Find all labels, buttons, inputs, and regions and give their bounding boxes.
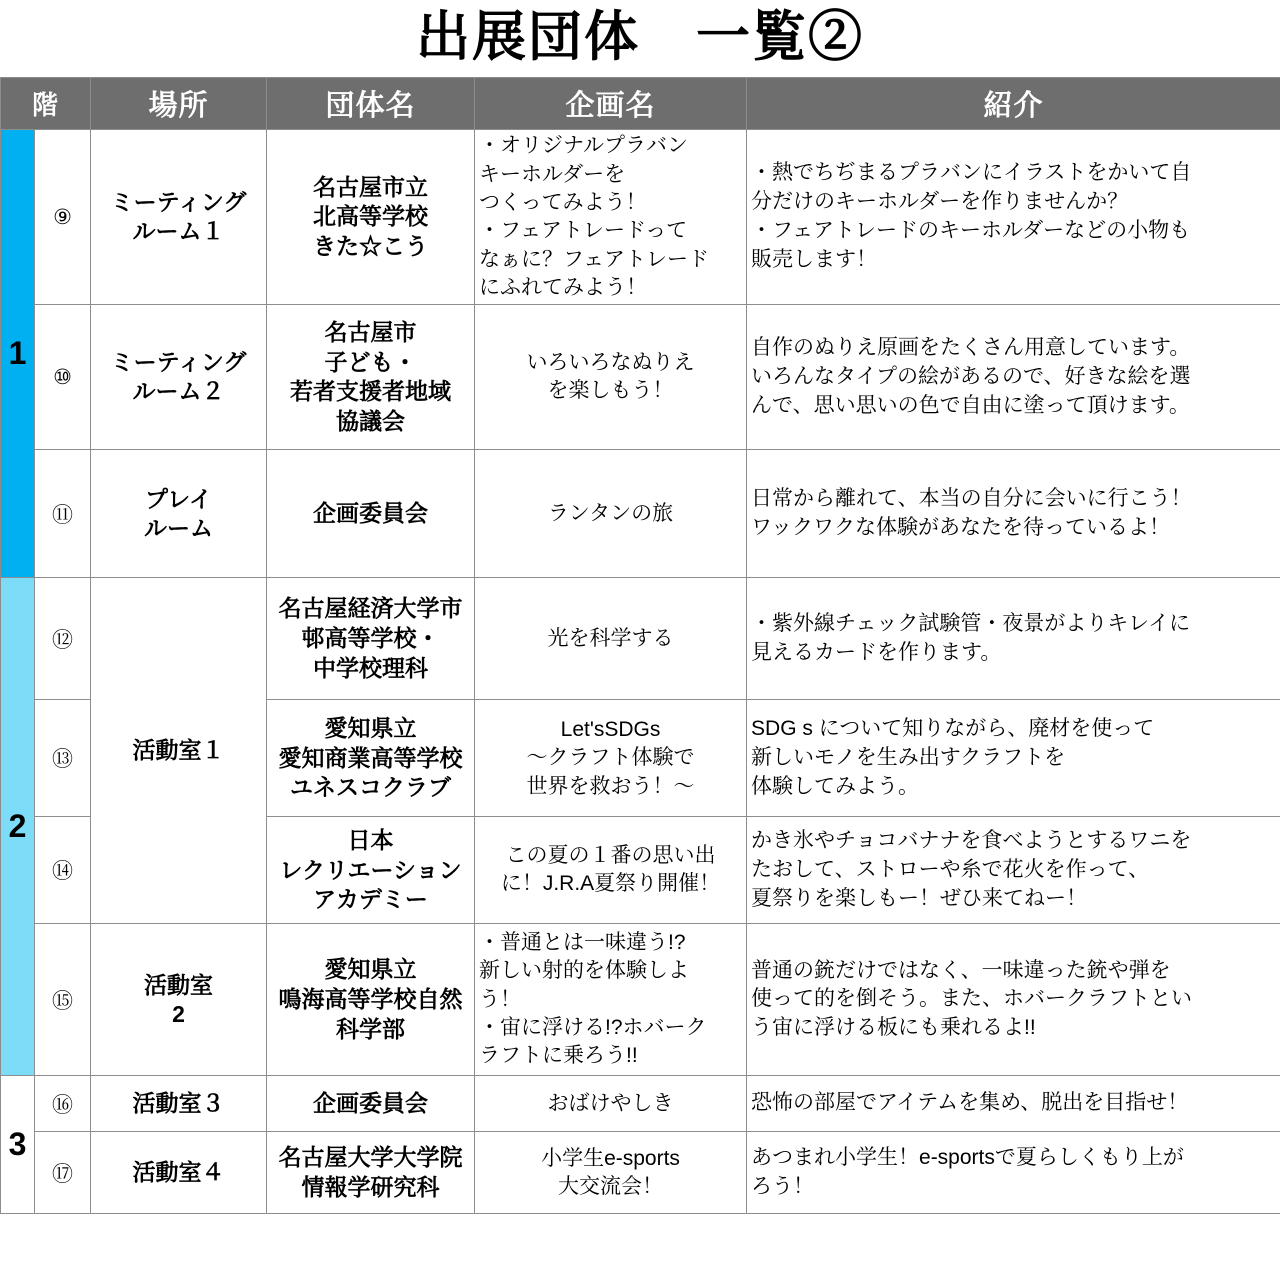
row-place: ミーティング ルーム１ — [91, 130, 267, 305]
row-group: 愛知県立 愛知商業高等学校 ユネスコクラブ — [267, 700, 475, 817]
row-description: あつまれ小学生！e-sportsで夏らしくもり上が ろう！ — [747, 1132, 1280, 1214]
row-number: ⑮ — [35, 924, 91, 1076]
table-header-row — [1, 78, 1280, 130]
row-plan: ・オリジナルプラバン キーホルダーを つくってみよう！ ・フェアトレードって なぁに？フェアトレード にふれてみよう！ — [475, 130, 747, 305]
row-description: かき氷やチョコバナナを食べようとするワニを たおして、ストローや糸で花火を作って、 夏祭りを楽しもー！ぜひ来てねー！ — [747, 817, 1280, 924]
row-number: ⑰ — [35, 1132, 91, 1214]
row-place: 活動室３ — [91, 1076, 267, 1132]
table-row — [1, 450, 1280, 578]
table-row — [1, 924, 1280, 1076]
row-number: ⑫ — [35, 578, 91, 700]
row-plan: おばけやしき — [475, 1076, 747, 1132]
table-row — [1, 578, 1280, 700]
row-description: 日常から離れて、本当の自分に会いに行こう！ ワックワクな体験があなたを待っているよ！ — [747, 450, 1280, 578]
row-place: ミーティング ルーム２ — [91, 305, 267, 450]
row-place: プレイ ルーム — [91, 450, 267, 578]
row-group: 日本 レクリエーション アカデミー — [267, 817, 475, 924]
row-description: 恐怖の部屋でアイテムを集め、脱出を目指せ！ — [747, 1076, 1280, 1132]
column-header-plan: 企画名 — [475, 78, 747, 130]
column-header-description: 紹介 — [747, 78, 1280, 130]
row-number: ⑩ — [35, 305, 91, 450]
row-number: ⑭ — [35, 817, 91, 924]
row-group: 愛知県立 鳴海高等学校自然 科学部 — [267, 924, 475, 1076]
row-description: 自作のぬりえ原画をたくさん用意しています。 いろんなタイプの絵があるので、好きな絵を選 んで、思い思いの色で自由に塗って頂けます。 — [747, 305, 1280, 450]
table-body — [1, 130, 1280, 1214]
row-plan: Let'sSDGs 〜クラフト体験で 世界を救おう！〜 — [475, 700, 747, 817]
floor-label-3: 3 — [1, 1076, 35, 1214]
column-header-group: 団体名 — [267, 78, 475, 130]
exhibitor-table — [0, 77, 1280, 1214]
row-plan: この夏の１番の思い出 に！J.R.A夏祭り開催！ — [475, 817, 747, 924]
row-number: ⑨ — [35, 130, 91, 305]
row-group: 名古屋経済大学市 邨高等学校・ 中学校理科 — [267, 578, 475, 700]
table-header — [1, 78, 1280, 130]
page-title: 出展団体 一覧② — [416, 7, 864, 67]
row-number: ⑯ — [35, 1076, 91, 1132]
table-row — [1, 1132, 1280, 1214]
row-group: 名古屋大学大学院 情報学研究科 — [267, 1132, 475, 1214]
table-row — [1, 130, 1280, 305]
row-group: 企画委員会 — [267, 450, 475, 578]
floor-label-2: 2 — [1, 578, 35, 1076]
row-place: 活動室 2 — [91, 924, 267, 1076]
row-group: 企画委員会 — [267, 1076, 475, 1132]
row-plan: 光を科学する — [475, 578, 747, 700]
row-plan: ランタンの旅 — [475, 450, 747, 578]
row-number: ⑪ — [35, 450, 91, 578]
row-description: ・熱でちぢまるプラバンにイラストをかいて自 分だけのキーホルダーを作りませんか？ ・フェアトレードのキーホルダーなどの小物も 販売します！ — [747, 130, 1280, 305]
row-group: 名古屋市立 北高等学校 きた☆こう — [267, 130, 475, 305]
row-place: 活動室４ — [91, 1132, 267, 1214]
row-plan: 小学生e-sports 大交流会！ — [475, 1132, 747, 1214]
row-number: ⑬ — [35, 700, 91, 817]
column-header-floor: 階 — [1, 78, 91, 130]
table-row — [1, 305, 1280, 450]
row-description: ・紫外線チェック試験管・夜景がよりキレイに 見えるカードを作ります。 — [747, 578, 1280, 700]
row-group: 名古屋市 子ども・ 若者支援者地域 協議会 — [267, 305, 475, 450]
row-description: 普通の銃だけではなく、一味違った銃や弾を 使って的を倒そう。また、ホバークラフトとい う宙に浮ける板にも乗れるよ!! — [747, 924, 1280, 1076]
floor-label-1: 1 — [1, 130, 35, 578]
table-row — [1, 1076, 1280, 1132]
row-place: 活動室１ — [91, 578, 267, 924]
row-description: SDG s について知りながら、廃材を使って 新しいモノを生み出すクラフトを 体験してみよう。 — [747, 700, 1280, 817]
row-plan: いろいろなぬりえ を楽しもう！ — [475, 305, 747, 450]
column-header-place: 場所 — [91, 78, 267, 130]
row-plan: ・普通とは一味違う!? 新しい射的を体験しよ う！ ・宙に浮ける!?ホバーク ラフトに乗ろう!! — [475, 924, 747, 1076]
